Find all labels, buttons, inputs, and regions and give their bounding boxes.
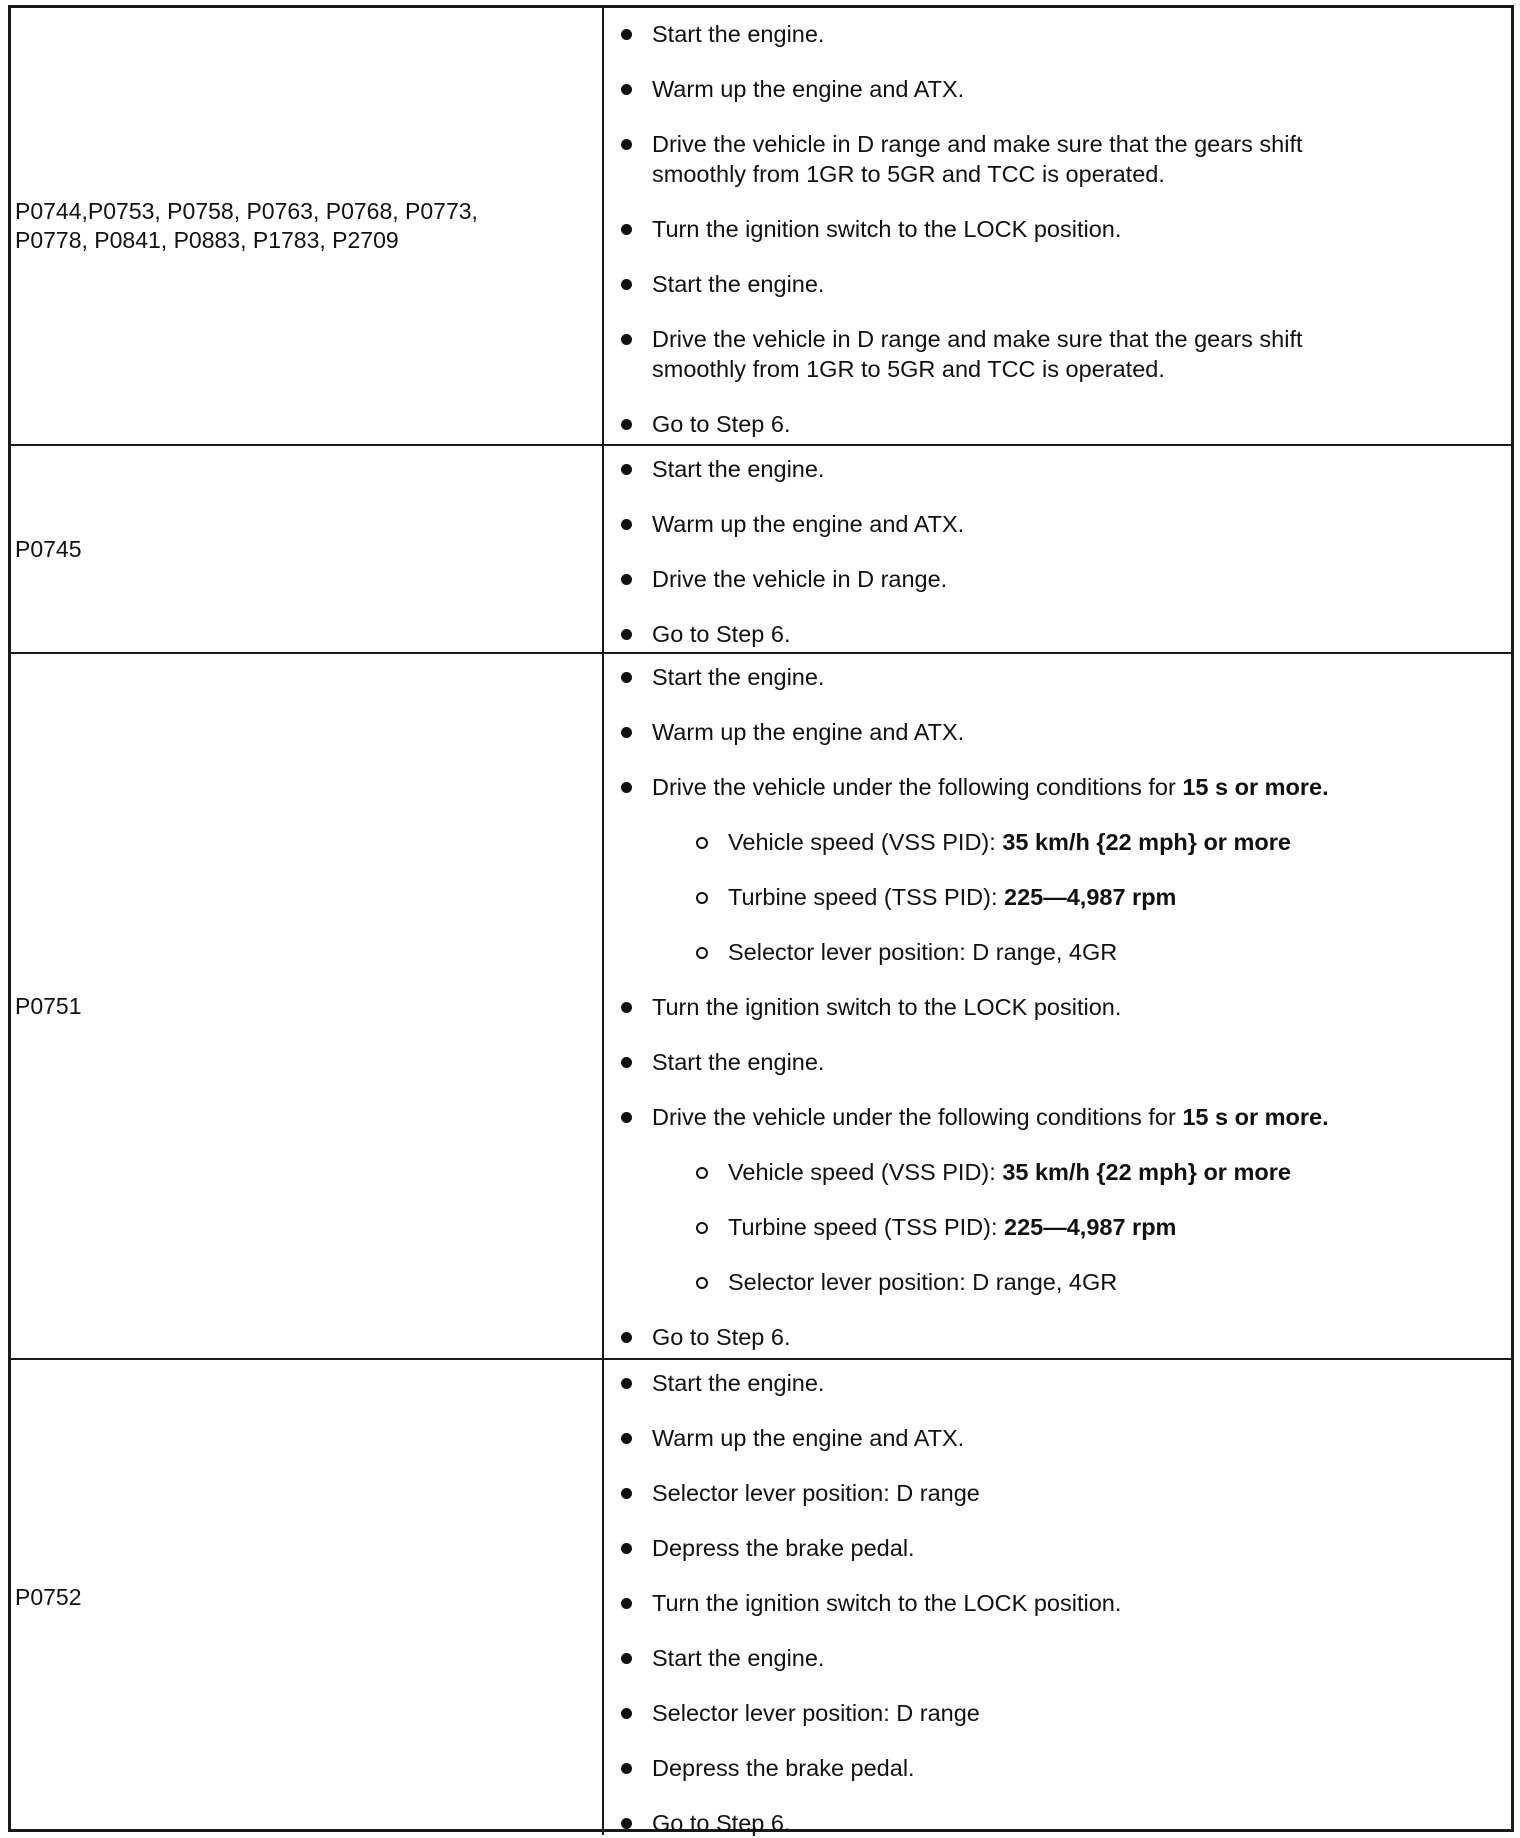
bullet-icon xyxy=(621,1433,632,1444)
step-emphasis: 15 s or more. xyxy=(1182,1104,1329,1130)
step-item xyxy=(652,564,947,594)
step-text: Start the engine. xyxy=(652,1370,825,1396)
step-item xyxy=(652,454,824,484)
sub-step-item xyxy=(728,1157,1291,1187)
sub-step-item xyxy=(728,1212,1176,1242)
dtc-code-cell xyxy=(11,1360,604,1835)
step-item xyxy=(652,1643,824,1673)
step-text: Start the engine. xyxy=(652,1645,825,1671)
bullet-icon xyxy=(621,1708,632,1719)
step-item xyxy=(652,1322,790,1352)
step-text: Go to Step 6. xyxy=(652,1324,791,1350)
step-text: Selector lever position: D range xyxy=(652,1700,980,1726)
step-text: Go to Step 6. xyxy=(652,411,791,437)
bullet-icon xyxy=(621,139,632,150)
dtc-code: P0745 xyxy=(15,535,82,562)
procedure-steps-cell xyxy=(604,654,1511,1358)
table-row xyxy=(11,8,1511,446)
bullet-icon xyxy=(621,1112,632,1123)
table-row xyxy=(11,1360,1511,1835)
step-emphasis: 35 km/h {22 mph} or more xyxy=(1002,1159,1291,1185)
bullet-icon xyxy=(621,224,632,235)
step-item xyxy=(652,1698,980,1728)
bullet-icon xyxy=(621,1763,632,1774)
step-text: Drive the vehicle in D range and make sure that the gears shift smoothly from 1GR to 5GR and TCC is operated. xyxy=(652,131,1303,187)
bullet-icon xyxy=(621,1818,632,1829)
step-item xyxy=(652,74,964,104)
step-text: Warm up the engine and ATX. xyxy=(652,511,965,537)
hollow-bullet-icon xyxy=(696,947,708,959)
step-item xyxy=(652,509,964,539)
step-item xyxy=(652,1478,980,1508)
step-text: Start the engine. xyxy=(652,1049,825,1075)
bullet-icon xyxy=(621,1378,632,1389)
dtc-code: P0752 xyxy=(15,1584,82,1610)
step-text: Vehicle speed (VSS PID): xyxy=(728,829,1003,855)
bullet-icon xyxy=(621,1002,632,1013)
step-text: Warm up the engine and ATX. xyxy=(652,1425,965,1451)
dtc-code-cell xyxy=(11,8,604,444)
step-text: Warm up the engine and ATX. xyxy=(652,719,965,745)
step-item xyxy=(652,1533,915,1563)
hollow-bullet-icon xyxy=(696,892,708,904)
bullet-icon xyxy=(621,1653,632,1664)
step-item xyxy=(652,717,964,747)
step-emphasis: 225—4,987 rpm xyxy=(1004,884,1177,910)
step-text: Turn the ignition switch to the LOCK position. xyxy=(652,1590,1122,1616)
step-item xyxy=(652,619,790,649)
step-item xyxy=(652,1753,915,1783)
bullet-icon xyxy=(621,419,632,430)
bullet-icon xyxy=(621,1598,632,1609)
bullet-icon xyxy=(621,727,632,738)
step-text: Turbine speed (TSS PID): xyxy=(728,1214,1005,1240)
step-text: Selector lever position: D range xyxy=(652,1480,980,1506)
step-item xyxy=(652,129,1303,189)
bullet-icon xyxy=(621,519,632,530)
bullet-icon xyxy=(621,629,632,640)
bullet-icon xyxy=(621,464,632,475)
step-item xyxy=(652,269,824,299)
step-text: Vehicle speed (VSS PID): xyxy=(728,1159,1003,1185)
hollow-bullet-icon xyxy=(696,1277,708,1289)
step-item xyxy=(652,19,824,49)
sub-step-item xyxy=(728,882,1176,912)
step-text: Start the engine. xyxy=(652,664,825,690)
sub-step-item xyxy=(728,827,1291,857)
bullet-icon xyxy=(621,574,632,585)
dtc-code: P0751 xyxy=(15,992,82,1019)
bullet-icon xyxy=(621,1488,632,1499)
hollow-bullet-icon xyxy=(696,1222,708,1234)
bullet-icon xyxy=(621,782,632,793)
step-text: Go to Step 6. xyxy=(652,1810,791,1836)
step-text: Drive the vehicle under the following conditions for xyxy=(652,1104,1183,1130)
step-text: Depress the brake pedal. xyxy=(652,1755,915,1781)
step-emphasis: 225—4,987 rpm xyxy=(1004,1214,1177,1240)
step-text: Warm up the engine and ATX. xyxy=(652,76,965,102)
bullet-icon xyxy=(621,1332,632,1343)
step-emphasis: 15 s or more. xyxy=(1182,774,1329,800)
procedure-steps-cell xyxy=(604,8,1511,444)
step-item xyxy=(652,409,790,439)
hollow-bullet-icon xyxy=(696,1167,708,1179)
bullet-icon xyxy=(621,1057,632,1068)
step-text: Go to Step 6. xyxy=(652,621,791,647)
step-item xyxy=(652,772,1329,802)
step-text: Depress the brake pedal. xyxy=(652,1535,915,1561)
step-item xyxy=(652,662,824,692)
step-text: Turbine speed (TSS PID): xyxy=(728,884,1005,910)
step-text: Start the engine. xyxy=(652,21,825,47)
step-text: Drive the vehicle in D range and make sure that the gears shift smoothly from 1GR to 5GR and TCC is operated. xyxy=(652,326,1303,382)
step-item xyxy=(652,214,1121,244)
step-item xyxy=(652,1368,824,1398)
dtc-procedure-table xyxy=(8,5,1514,1836)
step-emphasis: 35 km/h {22 mph} or more xyxy=(1002,829,1291,855)
step-item xyxy=(652,324,1303,384)
bullet-icon xyxy=(621,334,632,345)
bullet-icon xyxy=(621,279,632,290)
step-item xyxy=(652,1588,1121,1618)
step-item xyxy=(652,1047,824,1077)
bullet-icon xyxy=(621,672,632,683)
step-text: Turn the ignition switch to the LOCK position. xyxy=(652,216,1122,242)
dtc-code-cell xyxy=(11,446,604,652)
step-text: Drive the vehicle in D range. xyxy=(652,566,948,592)
hollow-bullet-icon xyxy=(696,837,708,849)
step-text: Selector lever position: D range, 4GR xyxy=(728,1269,1118,1295)
sub-step-item xyxy=(728,937,1117,967)
table-row xyxy=(11,654,1511,1360)
step-item xyxy=(652,1808,790,1838)
step-text: Drive the vehicle under the following conditions for xyxy=(652,774,1183,800)
step-text: Turn the ignition switch to the LOCK position. xyxy=(652,994,1122,1020)
step-text: Selector lever position: D range, 4GR xyxy=(728,939,1118,965)
step-text: Start the engine. xyxy=(652,271,825,297)
step-item xyxy=(652,1102,1329,1132)
procedure-steps-cell xyxy=(604,446,1511,652)
bullet-icon xyxy=(621,84,632,95)
bullet-icon xyxy=(621,29,632,40)
bullet-icon xyxy=(621,1543,632,1554)
table-row xyxy=(11,446,1511,654)
dtc-code: P0744,P0753, P0758, P0763, P0768, P0773, P0778, P0841, P0883, P1783, P2709 xyxy=(15,198,478,253)
dtc-code-cell xyxy=(11,654,604,1358)
sub-step-item xyxy=(728,1267,1117,1297)
procedure-steps-cell xyxy=(604,1360,1511,1835)
step-item xyxy=(652,992,1121,1022)
step-text: Start the engine. xyxy=(652,456,825,482)
step-item xyxy=(652,1423,964,1453)
